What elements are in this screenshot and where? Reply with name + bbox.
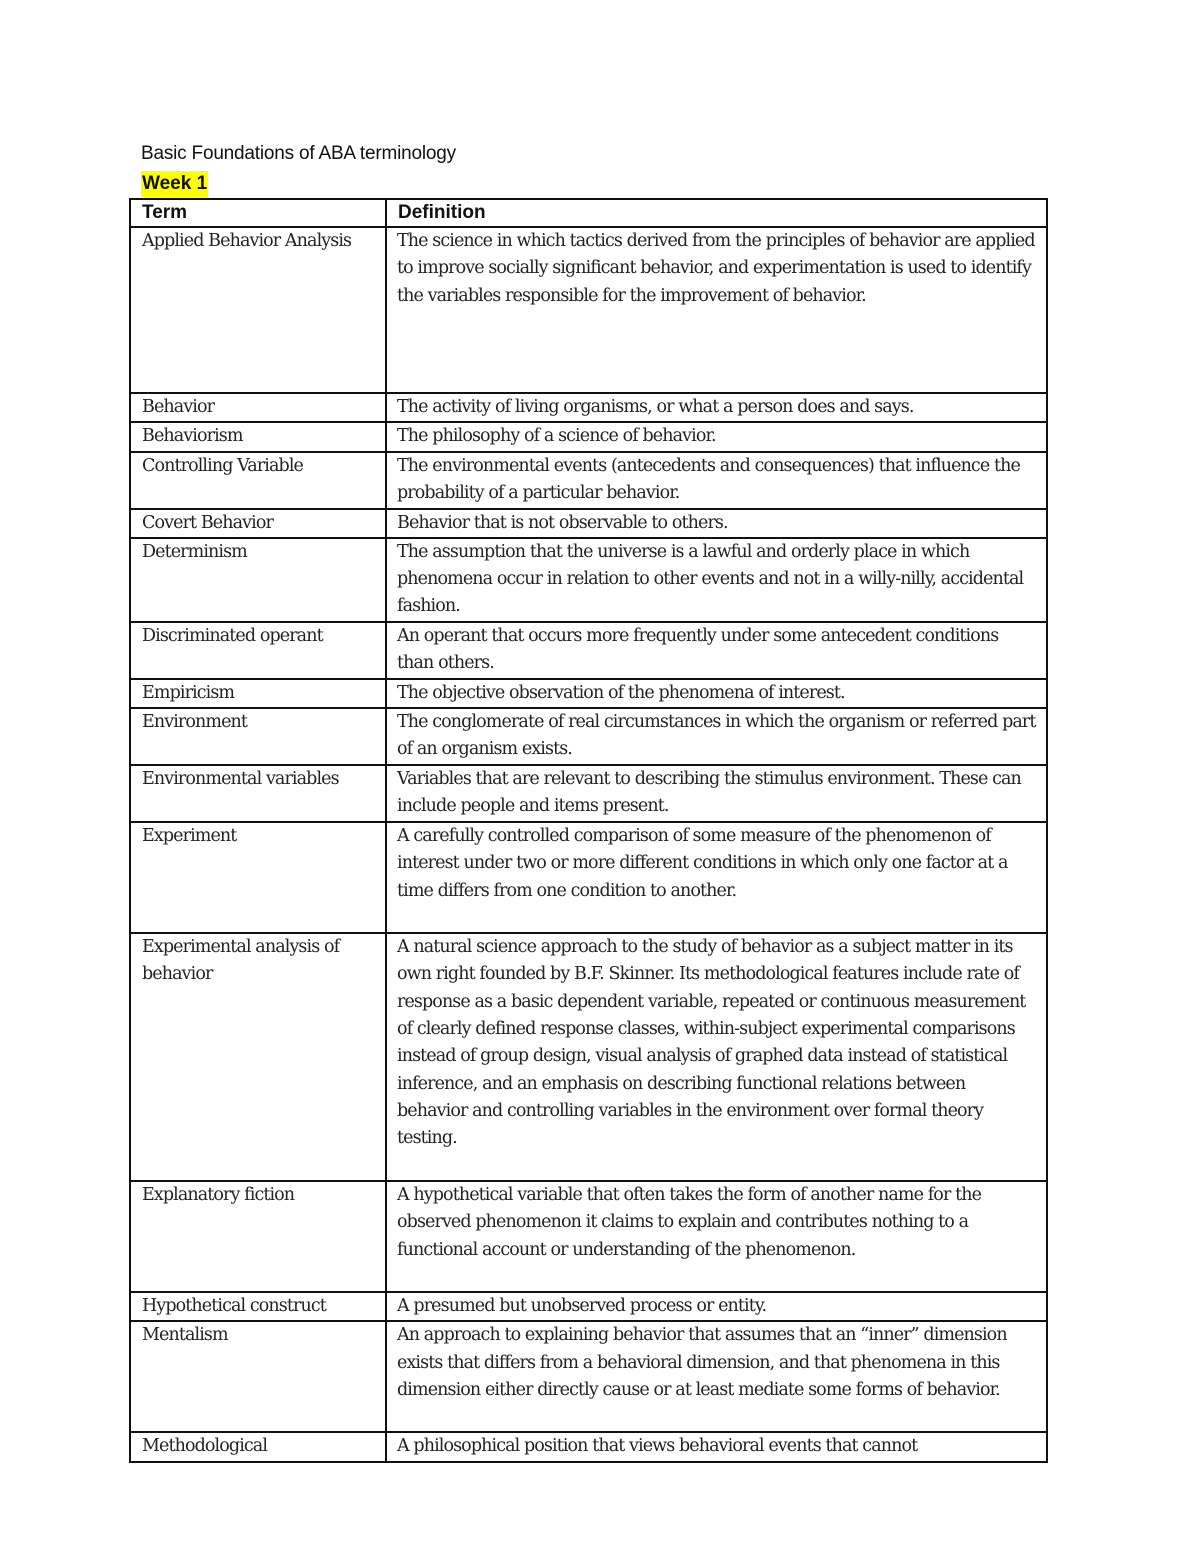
- term-cell: Discriminated operant: [130, 622, 386, 679]
- week-heading-highlighted: Week 1: [141, 171, 208, 197]
- term-cell: Determinism: [130, 538, 386, 622]
- term-cell: Experiment: [130, 822, 386, 933]
- table-row: [130, 509, 1047, 538]
- table-body: [130, 227, 1047, 1462]
- table-row: [130, 538, 1047, 622]
- term-cell: Behaviorism: [130, 422, 386, 451]
- term-cell: Controlling Variable: [130, 452, 386, 509]
- definition-cell: A presumed but unobserved process or entity.: [386, 1292, 1047, 1321]
- definition-cell: The environmental events (antecedents and consequences) that influence the probability of a particular behavior.: [386, 452, 1047, 509]
- definition-cell: The conglomerate of real circumstances in which the organism or referred part of an organism exists.: [386, 708, 1047, 765]
- table-row: [130, 393, 1047, 422]
- table-row: [130, 1432, 1047, 1461]
- table-row: [130, 622, 1047, 679]
- definition-cell: The activity of living organisms, or what a person does and says.: [386, 393, 1047, 422]
- term-cell: Empiricism: [130, 679, 386, 708]
- document-title: Basic Foundations of ABA terminology: [141, 143, 456, 164]
- term-column-header: Term: [130, 199, 386, 227]
- table-row: [130, 227, 1047, 393]
- term-cell: Behavior: [130, 393, 386, 422]
- definition-cell: Behavior that is not observable to others.: [386, 509, 1047, 538]
- term-cell: Applied Behavior Analysis: [130, 227, 386, 393]
- definition-cell: An approach to explaining behavior that assumes that an “inner” dimension exists that differs from a behavioral dimension, and that phenomena in this dimension either directly cause or at least mediate some forms of behavior.: [386, 1321, 1047, 1432]
- term-cell: Environmental variables: [130, 765, 386, 822]
- term-cell: Explanatory fiction: [130, 1181, 386, 1292]
- term-cell: Methodological: [130, 1432, 386, 1461]
- term-cell: Hypothetical construct: [130, 1292, 386, 1321]
- term-cell: Mentalism: [130, 1321, 386, 1432]
- definition-cell: The objective observation of the phenomena of interest.: [386, 679, 1047, 708]
- definition-cell: A carefully controlled comparison of some measure of the phenomenon of interest under two or more different conditions in which only one factor at a time differs from one condition to another.: [386, 822, 1047, 933]
- definition-cell: The philosophy of a science of behavior.: [386, 422, 1047, 451]
- terminology-table: [129, 198, 1048, 1463]
- table-row: [130, 933, 1047, 1181]
- table-header-row: [130, 199, 1047, 227]
- definition-cell: A philosophical position that views behavioral events that cannot: [386, 1432, 1047, 1461]
- term-cell: Environment: [130, 708, 386, 765]
- definition-column-header: Definition: [386, 199, 1047, 227]
- definition-cell: A natural science approach to the study of behavior as a subject matter in its own right founded by B.F. Skinner. Its methodological features include rate of response as a basic dependent variable, repeated or continuous measurement of clearly defined response classes, within-subject experimental comparisons instead of group design, visual analysis of graphed data instead of statistical inference, and an emphasis on describing functional relations between behavior and controlling variables in the environment over formal theory testing.: [386, 933, 1047, 1181]
- definition-cell: The assumption that the universe is a lawful and orderly place in which phenomena occur in relation to other events and not in a willy-nilly, accidental fashion.: [386, 538, 1047, 622]
- term-cell: Covert Behavior: [130, 509, 386, 538]
- table-row: [130, 422, 1047, 451]
- term-cell: Experimental analysis of behavior: [130, 933, 386, 1181]
- table-row: [130, 1321, 1047, 1432]
- definition-cell: Variables that are relevant to describing the stimulus environment. These can include people and items present.: [386, 765, 1047, 822]
- table-row: [130, 765, 1047, 822]
- definition-cell: An operant that occurs more frequently under some antecedent conditions than others.: [386, 622, 1047, 679]
- definition-cell: The science in which tactics derived from the principles of behavior are applied to improve socially significant behavior, and experimentation is used to identify the variables responsible for the improvement of behavior.: [386, 227, 1047, 393]
- table-row: [130, 452, 1047, 509]
- table-row: [130, 1181, 1047, 1292]
- table-row: [130, 708, 1047, 765]
- definition-cell: A hypothetical variable that often takes the form of another name for the observed phenomenon it claims to explain and contributes nothing to a functional account or understanding of the phenomenon.: [386, 1181, 1047, 1292]
- table-row: [130, 822, 1047, 933]
- table-row: [130, 679, 1047, 708]
- table-row: [130, 1292, 1047, 1321]
